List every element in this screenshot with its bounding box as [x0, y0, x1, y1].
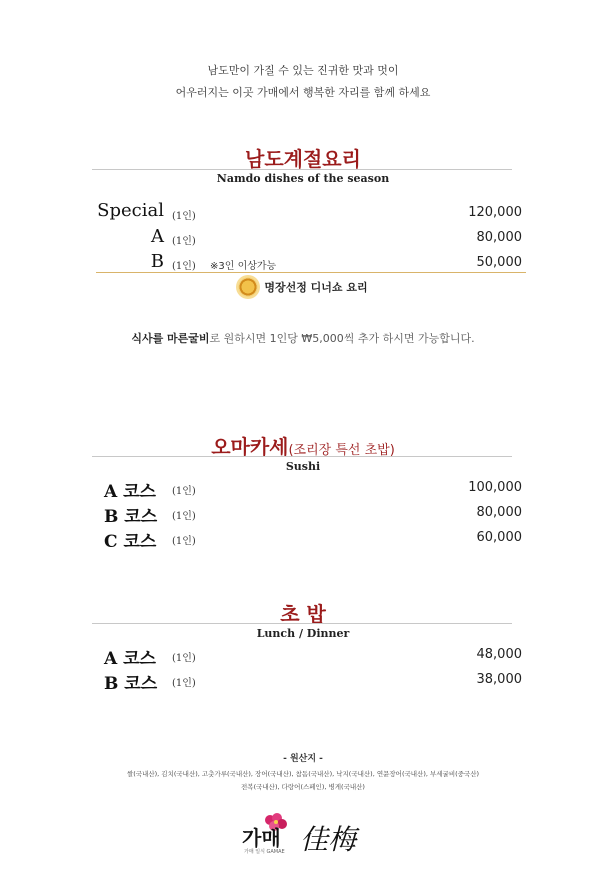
extra-note: [0, 330, 606, 346]
logo-hanja: 佳梅: [300, 823, 357, 856]
omakase-title-small: (조리장 특선 초밥): [288, 443, 395, 458]
omakase-title-main: 오마카세: [211, 435, 289, 459]
extra-note-rest: 로 원하시면 1인당 ₩5,000씩 추가 하시면 가능합니다.: [209, 332, 475, 345]
per-person-label: (1인): [172, 536, 196, 547]
seasonal-subtitle: Namdo dishes of the season: [216, 172, 390, 185]
menu-item-price: 120,000: [468, 205, 522, 220]
menu-item-price: 100,000: [468, 480, 522, 495]
menu-item-price: 80,000: [476, 230, 522, 245]
origin-title: - 원산지 -: [283, 754, 323, 764]
per-person-label: (1인): [172, 511, 196, 522]
extra-note-bold: 식사를 마른굴비: [131, 332, 210, 345]
menu-item-name: A 코스: [104, 649, 156, 669]
menu-item-price: 50,000: [476, 255, 522, 270]
menu-item-name: B 코스: [104, 507, 158, 527]
badge-row: [0, 277, 606, 297]
per-person-label: (1인): [172, 236, 196, 247]
menu-item-price: 48,000: [476, 647, 522, 662]
restaurant-logo: [236, 812, 386, 860]
chobap-title: 초 밥: [280, 602, 326, 626]
menu-item-price: 38,000: [476, 672, 522, 687]
menu-item-note: ※3인 이상가능: [210, 261, 277, 272]
menu-item-price: 80,000: [476, 505, 522, 520]
menu-item-name: B: [150, 251, 164, 272]
menu-item-name: B 코스: [104, 674, 158, 694]
omakase-subtitle: Sushi: [285, 460, 321, 473]
seasonal-divider: [92, 169, 512, 170]
menu-item-name: A 코스: [104, 482, 156, 502]
sun-emblem-icon: [238, 277, 258, 297]
logo-small: 가매 일식 GAMAE: [244, 849, 285, 855]
logo-text: 가매: [242, 826, 281, 850]
menu-item-price: 60,000: [476, 530, 522, 545]
badge-text: 명장선정 디너쇼 요리: [264, 281, 368, 294]
per-person-label: (1인): [172, 678, 196, 689]
seasonal-title: 남도계절요리: [245, 147, 361, 171]
chobap-divider: [92, 623, 512, 624]
gold-divider: [96, 272, 526, 273]
omakase-divider: [92, 456, 512, 457]
intro-line-2: 어우러지는 이곳 가매에서 행복한 자리를 함께 하세요: [175, 86, 431, 99]
menu-item-name: A: [151, 226, 164, 247]
per-person-label: (1인): [172, 653, 196, 664]
origin-line-1: 쌀(국내산), 김치(국내산), 고춧가루(국내산), 장어(국내산), 참돔(국내산), 낙지(국내산), 연뮨장어(국내산), 부세굴비(중국산): [126, 770, 480, 778]
chobap-subtitle: Lunch / Dinner: [256, 627, 350, 640]
per-person-label: (1인): [172, 261, 196, 272]
intro-line-1: 남도만이 가질 수 있는 진귀한 맛과 멋이: [207, 64, 399, 77]
menu-item-name: C 코스: [104, 532, 157, 552]
per-person-label: (1인): [172, 486, 196, 497]
origin-line-2: 전복(국내산), 다랑어(스페인), 병게(국내산): [241, 783, 365, 791]
menu-item-name: Special: [97, 200, 164, 221]
per-person-label: (1인): [172, 211, 196, 222]
